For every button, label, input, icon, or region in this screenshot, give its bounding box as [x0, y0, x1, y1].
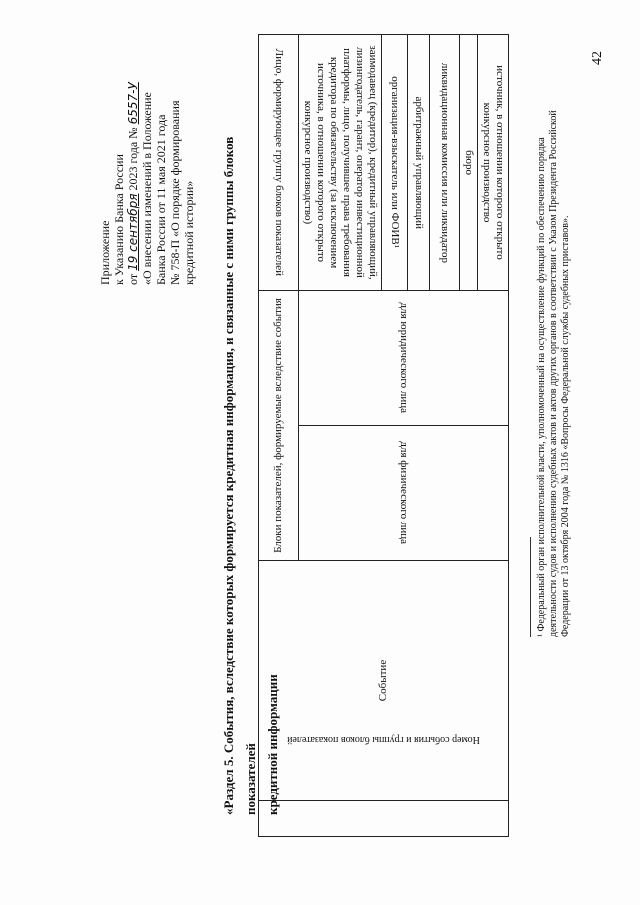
header-individual [299, 426, 509, 561]
appendix-line-2: к Указанию Банка России [112, 154, 126, 285]
person-text-2: организация-взыскатель или ФОИВ¹ [389, 76, 401, 249]
section-title-line-2: кредитной информации [265, 674, 280, 815]
header-person [259, 34, 299, 290]
person-row-3 [408, 34, 430, 290]
events-table [258, 34, 509, 837]
appendix-year: 2023 года № [126, 127, 140, 191]
appendix-number-handwritten: 6557-У [126, 82, 140, 125]
footnote: ¹ Федеральный орган исполнительной власти, уполномоченный на осуществление функций по обеспечению порядка деятельности судов и исполнению судебных актов и актов других органов в соответствии с Указом Президента Российской Федерации от 13 октября 2004 года № 1316 «Вопросы Федеральной службы судебных приставов». [536, 110, 571, 637]
appendix-date-handwritten: 19 сентября [126, 193, 140, 271]
appendix-line-3 [126, 82, 140, 285]
appendix-line-6: № 758-П «О порядке формирования [168, 100, 182, 285]
header-event [259, 561, 509, 801]
header-individual-label: для физического лица [398, 441, 410, 545]
header-legal [299, 290, 509, 425]
header-event-number-label: Номер события и группы блоков показателей [287, 734, 480, 746]
header-person-label: Лицо, формирующее группу блоков показателей [273, 48, 285, 277]
person-row-2 [382, 34, 408, 290]
person-text-5: бюро [463, 150, 475, 175]
person-text-3: арбитражный управляющий [413, 96, 425, 229]
page-number: 42 [590, 51, 605, 65]
appendix-date-prefix: от [126, 273, 140, 285]
person-text-4: ликвидационная комиссия или ликвидатор [439, 62, 451, 263]
person-text-6: источник, в отношении которого открыто конкурсное производство [481, 65, 506, 260]
person-row-6 [478, 34, 509, 290]
footnote-divider [530, 537, 531, 637]
header-legal-label: для юридического лица [398, 302, 410, 414]
person-row-4 [430, 34, 460, 290]
person-row-5 [460, 34, 478, 290]
appendix-line-5: Банка России от 11 мая 2021 года [154, 114, 168, 285]
person-text-1: заимодавец (кредитор), кредитный управляющий, лизингодатель, гарант, оператор инвестиционной платформы, лицо, получившее права требования кредитора по обязательству (за исключением источника, в отношении которого открыто конкурсное производство) [302, 45, 379, 280]
appendix-line-1: Приложение [98, 220, 112, 285]
person-row-1 [299, 34, 382, 290]
section-title-line-1: «Раздел 5. События, вследствие которых формируется кредитная информация, и связанные с ними группы блоков показателей [221, 136, 258, 815]
header-blocks-label: Блоки показателей, формируемые вследствие события [272, 298, 284, 553]
appendix-line-4: «О внесении изменений в Положение [140, 92, 154, 285]
appendix-header [98, 82, 196, 285]
header-blocks [259, 290, 299, 560]
appendix-line-7: кредитной истории» [182, 180, 196, 285]
header-event-label: Событие [377, 659, 389, 702]
